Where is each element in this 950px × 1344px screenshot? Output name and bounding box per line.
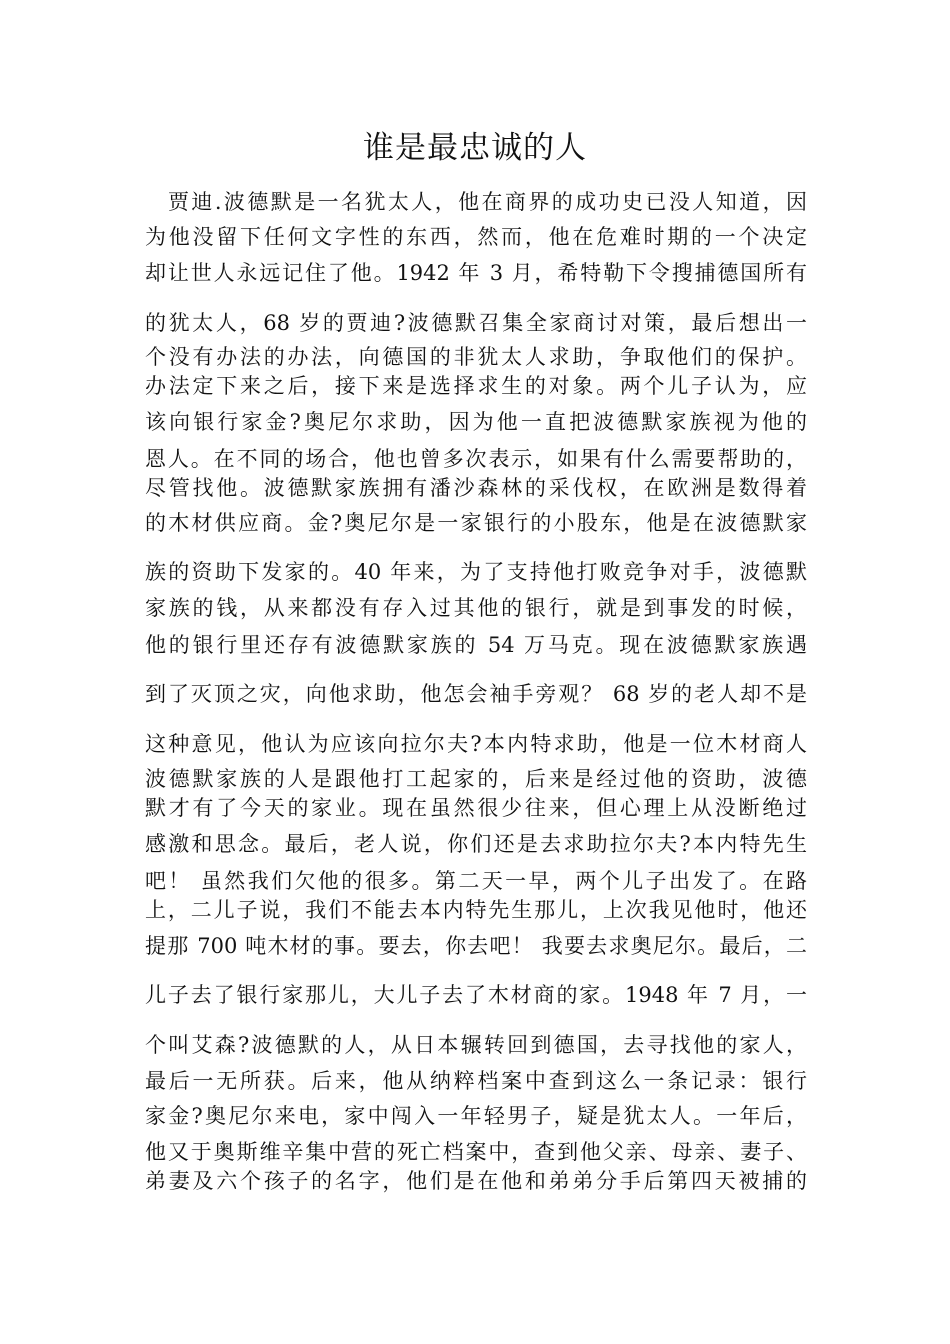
text-line: 他的银行里还存有波德默家族的 54 万马克。现在波德默家族遇	[145, 633, 807, 657]
text-line: 上，二儿子说，我们不能去本内特先生那儿，上次我见他时，他还	[145, 898, 807, 922]
text-line: 到了灭顶之灾，向他求助，他怎会袖手旁观？ 68 岁的老人却不是	[145, 682, 807, 706]
text-line: 尽管找他。波德默家族拥有潘沙森林的采伐权，在欧洲是数得着	[145, 476, 807, 500]
text-line: 该向银行家金?奥尼尔求助，因为他一直把波德默家族视为他的	[145, 410, 807, 434]
text-line: 的木材供应商。金?奥尼尔是一家银行的小股东，他是在波德默家	[145, 511, 807, 535]
text-line: 家金?奥尼尔来电，家中闯入一年轻男子，疑是犹太人。一年后，	[145, 1104, 807, 1128]
text-line: 为他没留下任何文字性的东西，然而，他在危难时期的一个决定	[145, 225, 807, 249]
text-line: 波德默家族的人是跟他打工起家的，后来是经过他的资助，波德	[145, 767, 807, 791]
text-line: 他又于奥斯维辛集中营的死亡档案中，查到他父亲、母亲、妻子、	[145, 1140, 807, 1164]
text-line: 感激和思念。最后，老人说，你们还是去求助拉尔夫?本内特先生	[145, 832, 807, 856]
text-line: 吧！ 虽然我们欠他的很多。第二天一早，两个儿子出发了。在路	[145, 869, 807, 893]
text-line: 个没有办法的办法，向德国的非犹太人求助，争取他们的保护。	[145, 345, 807, 369]
text-line: 却让世人永远记住了他。1942 年 3 月，希特勒下令搜捕德国所有	[145, 261, 807, 285]
text-line: 办法定下来之后，接下来是选择求生的对象。两个儿子认为，应	[145, 374, 807, 398]
text-line: 这种意见，他认为应该向拉尔夫?本内特求助，他是一位木材商人	[145, 732, 807, 756]
document-title: 谁是最忠诚的人	[363, 130, 587, 166]
text-line: 恩人。在不同的场合，他也曾多次表示，如果有什么需要帮助的，	[145, 447, 807, 471]
text-line: 儿子去了银行家那儿，大儿子去了木材商的家。1948 年 7 月，一	[145, 983, 807, 1007]
text-line: 的犹太人，68 岁的贾迪?波德默召集全家商讨对策，最后想出一	[145, 311, 807, 335]
text-line: 默才有了今天的家业。现在虽然很少往来，但心理上从没断绝过	[145, 796, 807, 820]
text-line: 贾迪.波德默是一名犹太人，他在商界的成功史已没人知道，因	[168, 190, 807, 214]
text-line: 个叫艾森?波德默的人，从日本辗转回到德国，去寻找他的家人，	[145, 1033, 807, 1057]
text-line: 提那 700 吨木材的事。要去，你去吧！ 我要去求奥尼尔。最后，二	[145, 934, 807, 958]
text-line: 族的资助下发家的。40 年来，为了支持他打败竞争对手，波德默	[145, 560, 807, 584]
text-line: 弟妻及六个孩子的名字，他们是在他和弟弟分手后第四天被捕的	[145, 1169, 807, 1193]
text-line: 最后一无所获。后来，他从纳粹档案中查到这么一条记录：银行	[145, 1069, 807, 1093]
text-line: 家族的钱，从来都没有存入过其他的银行，就是到事发的时候，	[145, 596, 807, 620]
